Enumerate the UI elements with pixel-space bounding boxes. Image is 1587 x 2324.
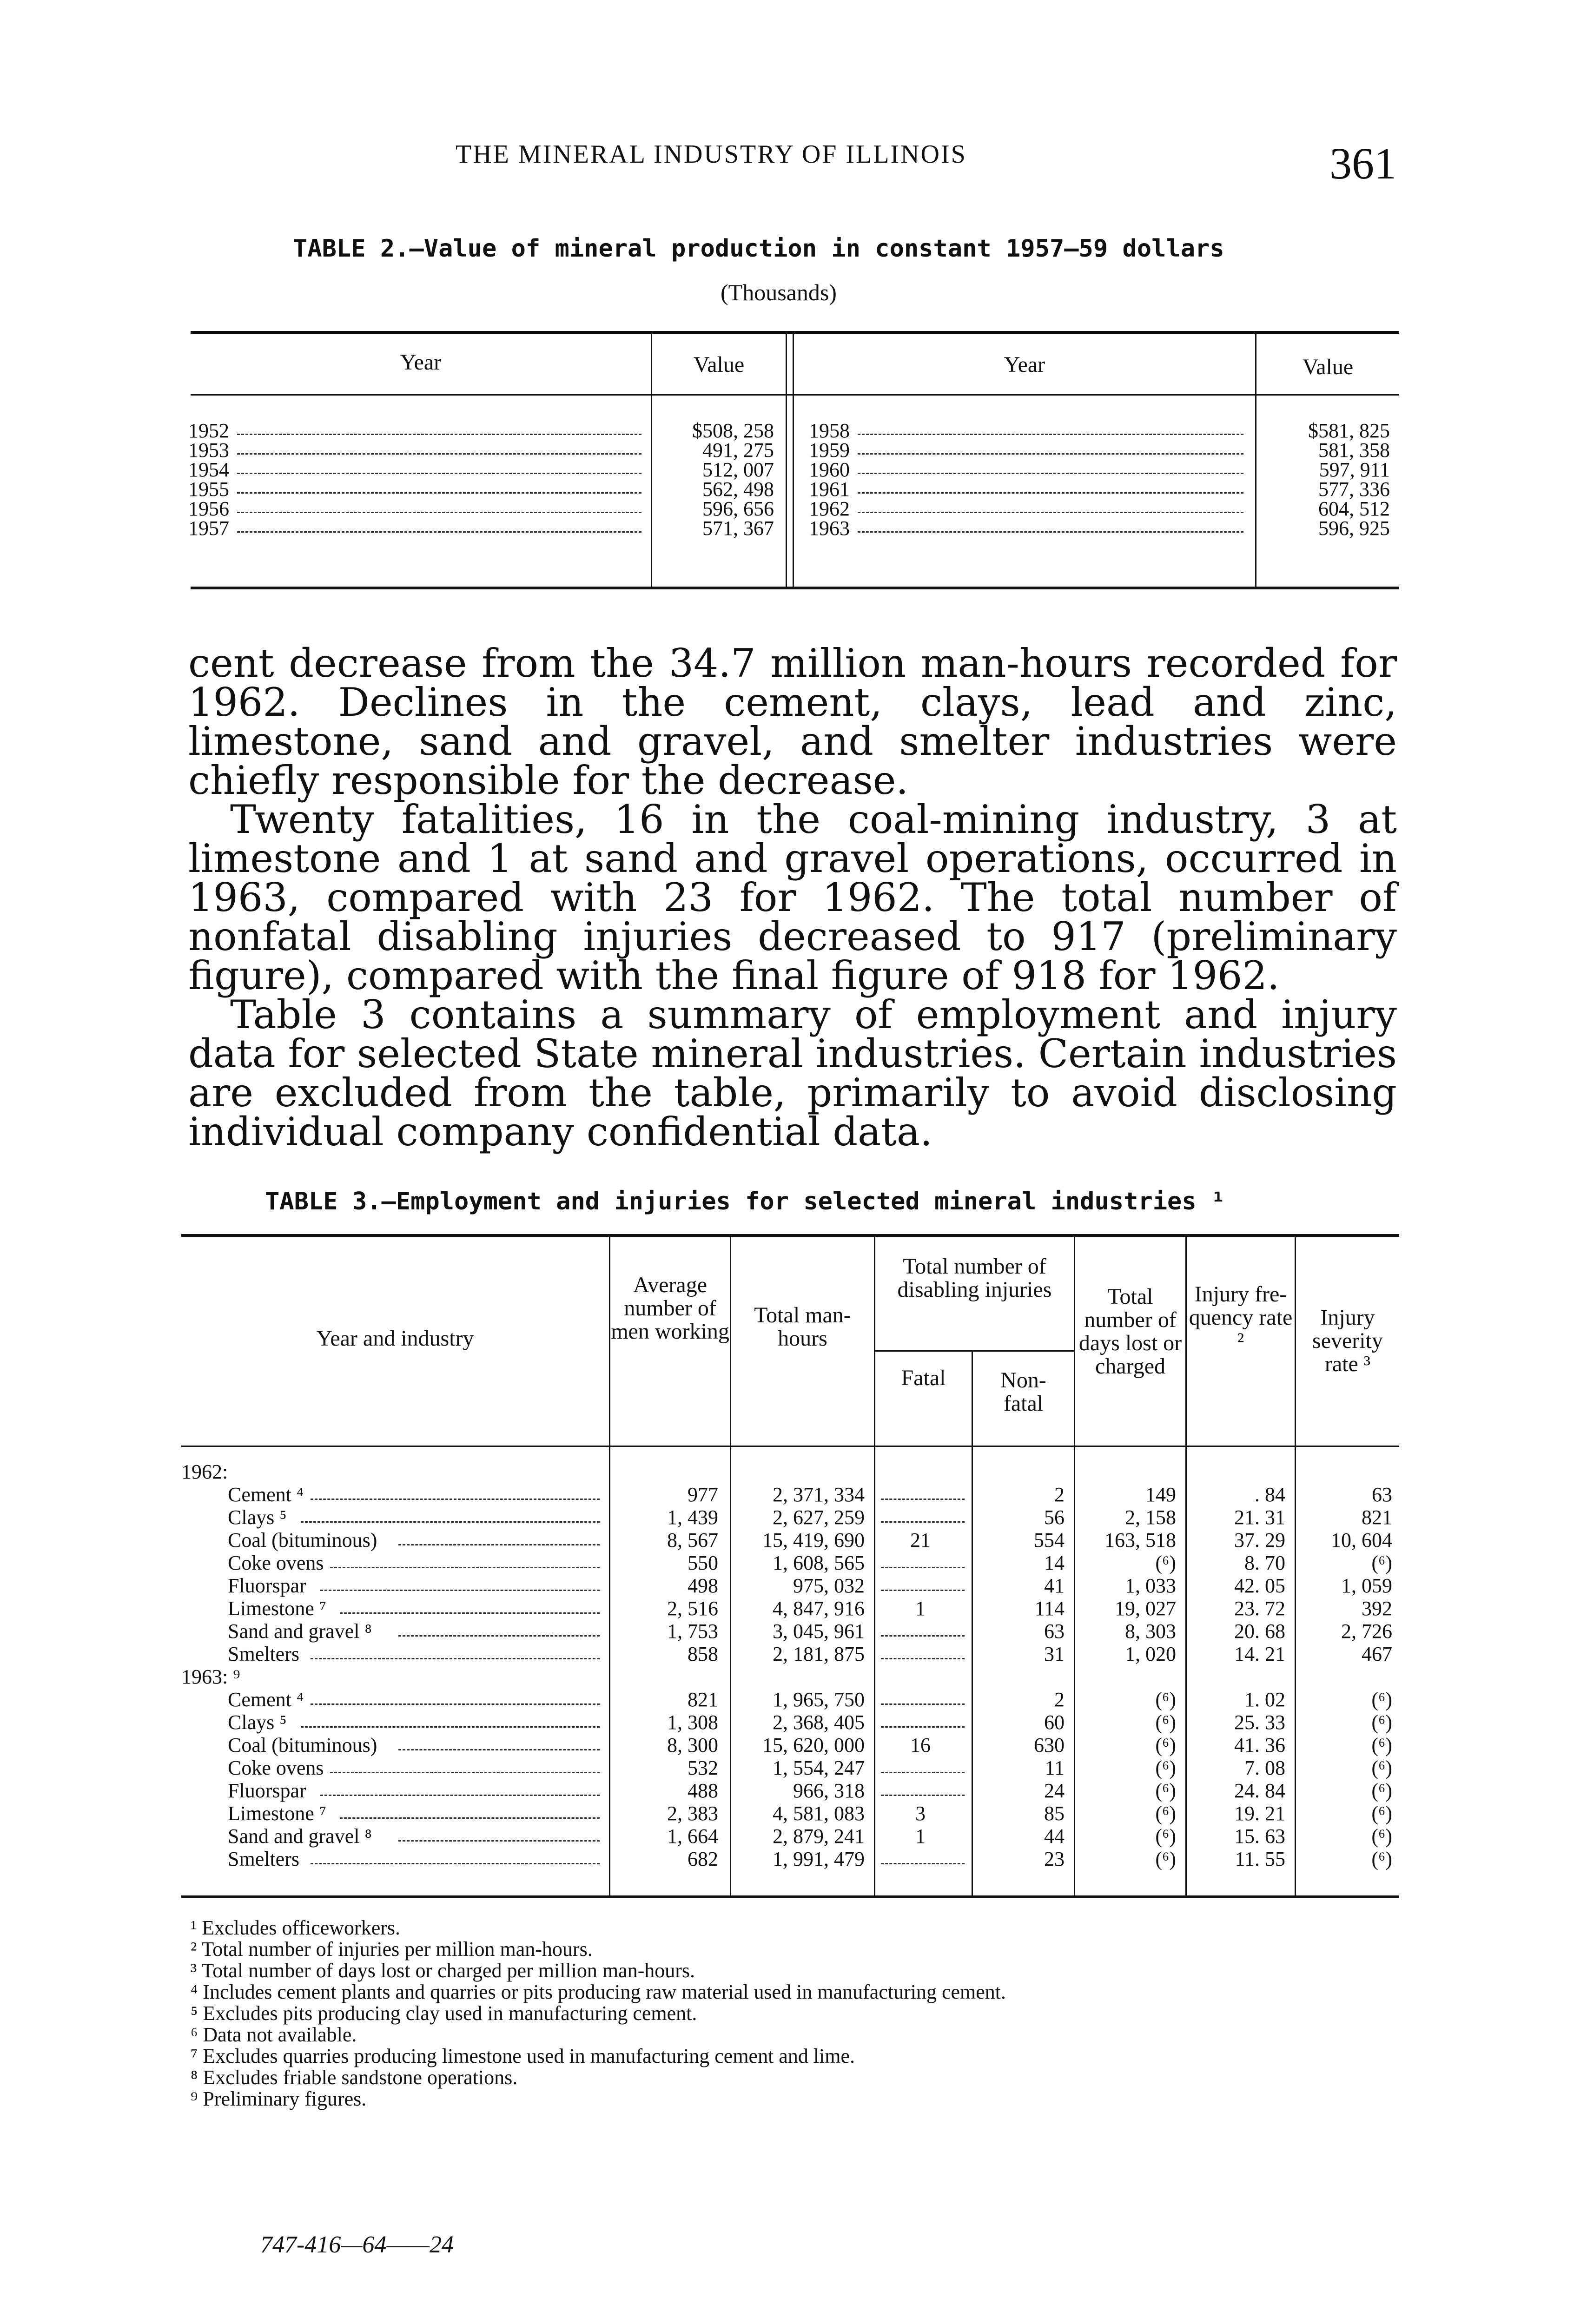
table3-days-lost: (⁶) xyxy=(1155,1756,1176,1779)
table2-bottom-rule xyxy=(191,587,1399,589)
table2-leader xyxy=(237,453,641,455)
table3-leader xyxy=(398,1749,600,1750)
table3-nonfatal: 554 xyxy=(1034,1529,1065,1552)
table2-leader xyxy=(237,434,641,435)
table2-header-rule xyxy=(191,394,1399,396)
table3-industry: Coal (bituminous) xyxy=(228,1734,377,1756)
table3-fatal-blank xyxy=(881,1863,965,1864)
table2-year: 1957 xyxy=(188,517,229,540)
table3-man-hours: 966, 318 xyxy=(793,1779,865,1802)
table3-leader xyxy=(330,1567,600,1568)
table3-frequency: 1. 02 xyxy=(1244,1688,1285,1711)
table2-year: 1961 xyxy=(809,478,850,501)
table3-nonfatal: 114 xyxy=(1034,1597,1065,1620)
table3-leader xyxy=(311,1863,600,1864)
table3-nonfatal: 2 xyxy=(1054,1688,1065,1711)
table3-leader xyxy=(320,1795,600,1796)
footnote: ⁵ Excludes pits producing clay used in manufacturing cement. xyxy=(191,2002,697,2025)
t3-header-severity: Injury severity rate ³ xyxy=(1312,1305,1383,1376)
table3-man-hours: 1, 554, 247 xyxy=(773,1756,865,1779)
footnote: ³ Total number of days lost or charged per million man-hours. xyxy=(191,1959,695,1982)
table3-nonfatal: 56 xyxy=(1044,1506,1065,1529)
table3-nonfatal: 41 xyxy=(1044,1574,1065,1597)
table3-top-rule xyxy=(181,1234,1399,1237)
table3-leader xyxy=(311,1499,600,1500)
table3-year-label: 1963: ⁹ xyxy=(181,1665,240,1688)
table3-men: 498 xyxy=(688,1574,718,1597)
table3-leader xyxy=(301,1521,600,1523)
table3-industry: Cement ⁴ xyxy=(228,1483,304,1506)
table3-nonfatal: 44 xyxy=(1044,1825,1065,1848)
table3-men: 821 xyxy=(688,1688,718,1711)
t3-header-frequency: Injury fre-quency rate ² xyxy=(1189,1282,1293,1353)
table3-fatal: 16 xyxy=(910,1734,931,1756)
table3-fatal: 3 xyxy=(915,1802,926,1825)
table2-value: 491, 275 xyxy=(702,439,774,462)
t3-header-disabling: Total number of disabling injuries xyxy=(897,1254,1052,1302)
table3-days-lost: 19, 027 xyxy=(1115,1597,1176,1620)
table3-frequency: 20. 68 xyxy=(1234,1620,1285,1643)
footnote: ⁶ Data not available. xyxy=(191,2023,357,2046)
table3-bottom-rule xyxy=(181,1895,1399,1898)
table3-frequency: . 84 xyxy=(1255,1483,1285,1506)
table3-man-hours: 1, 965, 750 xyxy=(773,1688,865,1711)
table3-days-lost: (⁶) xyxy=(1155,1688,1176,1711)
t3-header-year-industry: Year and industry xyxy=(316,1326,474,1351)
table3-days-lost: (⁶) xyxy=(1155,1779,1176,1802)
table3-nonfatal: 31 xyxy=(1044,1643,1065,1665)
table3-footnotes xyxy=(191,1917,1399,2110)
table3-men: 8, 567 xyxy=(667,1529,718,1552)
table3-industry: Fluorspar xyxy=(228,1574,306,1597)
page-number: 361 xyxy=(1329,139,1396,188)
table3-leader xyxy=(398,1635,600,1637)
table3-severity: (⁶) xyxy=(1371,1848,1392,1870)
table2-leader xyxy=(237,531,641,533)
paragraph: Table 3 contains a summary of employment and injury data for selected State mineral industries. Certain industries are excluded from the table, primarily to avoid disclosing individual company confidential data. xyxy=(188,992,1397,1155)
table2-year: 1954 xyxy=(188,458,229,481)
table3-fatal-blank xyxy=(881,1658,965,1659)
table3-leader xyxy=(398,1544,600,1545)
paragraph: Twenty fatalities, 16 in the coal-mining industry, 3 at limestone and 1 at sand and gravel operations, occurred in 1963, compared with 23 for 1962. The total number of nonfatal disabling injuries decreased to 917 (preliminary figure), compared with the final figure of 918 for 1962. xyxy=(188,797,1397,998)
table3-industry: Smelters xyxy=(228,1643,299,1665)
table3-severity: (⁶) xyxy=(1371,1756,1392,1779)
table3-nonfatal: 2 xyxy=(1054,1483,1065,1506)
table3-industry: Sand and gravel ⁸ xyxy=(228,1620,372,1643)
table3-nonfatal: 60 xyxy=(1044,1711,1065,1734)
table3-fatal-blank xyxy=(881,1567,965,1568)
table3-severity: (⁶) xyxy=(1371,1779,1392,1802)
table3-severity: 1, 059 xyxy=(1341,1574,1392,1597)
table3-leader xyxy=(311,1703,600,1705)
table3-men: 682 xyxy=(688,1848,718,1870)
table3-fatal-blank xyxy=(881,1635,965,1637)
table3-men: 858 xyxy=(688,1643,718,1665)
table3-men: 2, 516 xyxy=(667,1597,718,1620)
table2-header-year: Year xyxy=(400,350,442,375)
table2-vrule xyxy=(786,334,787,587)
table3-vrule xyxy=(874,1237,875,1895)
table3-fatal-blank xyxy=(881,1590,965,1591)
table3-severity: 63 xyxy=(1372,1483,1392,1506)
table3-industry: Smelters xyxy=(228,1848,299,1870)
table3-nonfatal: 14 xyxy=(1044,1552,1065,1574)
table3-industry: Cement ⁴ xyxy=(228,1688,304,1711)
table2-title: TABLE 2.—Value of mineral production in constant 1957–59 dollars xyxy=(293,235,1224,263)
table3-fatal-blank xyxy=(881,1499,965,1500)
table3-man-hours: 4, 847, 916 xyxy=(773,1597,865,1620)
table2-value: 596, 925 xyxy=(1318,517,1390,540)
t3-header-man-hours: Total man-hours xyxy=(754,1303,851,1351)
table3-industry: Coke ovens xyxy=(228,1552,324,1574)
table2-value: 562, 498 xyxy=(702,478,774,501)
table3-nonfatal: 11 xyxy=(1045,1756,1065,1779)
table3-vrule xyxy=(972,1350,973,1895)
table3-nonfatal: 63 xyxy=(1044,1620,1065,1643)
table3-man-hours: 975, 032 xyxy=(793,1574,865,1597)
table3-frequency: 42. 05 xyxy=(1234,1574,1285,1597)
table3-men: 2, 383 xyxy=(667,1802,718,1825)
table3-men: 1, 753 xyxy=(667,1620,718,1643)
table3-nonfatal: 23 xyxy=(1044,1848,1065,1870)
table3-severity: 821 xyxy=(1362,1506,1392,1529)
table3-men: 532 xyxy=(688,1756,718,1779)
table2-leader xyxy=(237,492,641,494)
table3-fatal-blank xyxy=(881,1772,965,1773)
table3-frequency: 23. 72 xyxy=(1234,1597,1285,1620)
table3-frequency: 21. 31 xyxy=(1234,1506,1285,1529)
table3-men: 488 xyxy=(688,1779,718,1802)
table3-man-hours: 1, 608, 565 xyxy=(773,1552,865,1574)
table2-subtitle: (Thousands) xyxy=(721,279,837,305)
table3-days-lost: 1, 033 xyxy=(1125,1574,1176,1597)
table2-value: 596, 656 xyxy=(702,497,774,520)
table3-fatal: 21 xyxy=(910,1529,931,1552)
table3-industry: Clays ⁵ xyxy=(228,1711,287,1734)
table3-severity: (⁶) xyxy=(1371,1802,1392,1825)
t3-header-nonfatal: Non-fatal xyxy=(1000,1368,1046,1416)
table2-leader xyxy=(858,512,1243,513)
table3-man-hours: 15, 620, 000 xyxy=(762,1734,865,1756)
table3-frequency: 14. 21 xyxy=(1234,1643,1285,1665)
table3-severity: (⁶) xyxy=(1371,1711,1392,1734)
table2-leader xyxy=(858,473,1243,474)
table3-fatal-blank xyxy=(881,1726,965,1728)
body-text xyxy=(188,640,1397,1155)
table3-men: 550 xyxy=(688,1552,718,1574)
table3-days-lost: 8, 303 xyxy=(1125,1620,1176,1643)
table3-man-hours: 15, 419, 690 xyxy=(762,1529,865,1552)
table3-fatal-blank xyxy=(881,1521,965,1523)
table3-man-hours: 2, 371, 334 xyxy=(773,1483,865,1506)
footnote: ⁸ Excludes friable sandstone operations. xyxy=(191,2066,518,2089)
table3-men: 1, 664 xyxy=(667,1825,718,1848)
table3-days-lost: (⁶) xyxy=(1155,1552,1176,1574)
table2-value: $508, 258 xyxy=(692,419,774,442)
table3-industry: Clays ⁵ xyxy=(228,1506,287,1529)
table3-severity: 392 xyxy=(1362,1597,1392,1620)
table2-year: 1963 xyxy=(809,517,850,540)
running-head: THE MINERAL INDUSTRY OF ILLINOIS xyxy=(456,140,967,169)
footnote: ⁴ Includes cement plants and quarries or pits producing raw material used in manufacturing cement. xyxy=(191,1981,1006,2003)
table2-year: 1959 xyxy=(809,439,850,462)
table2-value: 577, 336 xyxy=(1318,478,1390,501)
table3-header-rule xyxy=(181,1446,1399,1447)
table2-year: 1953 xyxy=(188,439,229,462)
table3-days-lost: (⁶) xyxy=(1155,1802,1176,1825)
table3-fatal-blank xyxy=(881,1703,965,1705)
table3-title: TABLE 3.—Employment and injuries for selected mineral industries ¹ xyxy=(265,1188,1226,1215)
table3-industry: Fluorspar xyxy=(228,1779,306,1802)
table3-frequency: 15. 63 xyxy=(1234,1825,1285,1848)
table2-year: 1962 xyxy=(809,497,850,520)
table3-man-hours: 4, 581, 083 xyxy=(773,1802,865,1825)
table3-fatal: 1 xyxy=(915,1825,926,1848)
table3-industry: Limestone ⁷ xyxy=(228,1597,327,1620)
table3-severity: (⁶) xyxy=(1371,1552,1392,1574)
table3-industry: Coal (bituminous) xyxy=(228,1529,377,1552)
table2-leader xyxy=(858,434,1243,435)
table3-frequency: 19. 21 xyxy=(1234,1802,1285,1825)
table3-men: 1, 308 xyxy=(667,1711,718,1734)
table3-frequency: 11. 55 xyxy=(1235,1848,1285,1870)
table3-leader xyxy=(320,1590,600,1591)
table3-days-lost: (⁶) xyxy=(1155,1825,1176,1848)
t3-header-avg-men: Average number of men working xyxy=(611,1273,729,1344)
table2-leader xyxy=(858,453,1243,455)
footnote: ¹ Excludes officeworkers. xyxy=(191,1916,400,1939)
table2-leader xyxy=(237,473,641,474)
table3-frequency: 8. 70 xyxy=(1244,1552,1285,1574)
table3-leader xyxy=(340,1612,600,1614)
table3-man-hours: 2, 879, 241 xyxy=(773,1825,865,1848)
table3-leader xyxy=(340,1817,600,1819)
table3-men: 1, 439 xyxy=(667,1506,718,1529)
table3-severity: 2, 726 xyxy=(1341,1620,1392,1643)
table3-industry: Coke ovens xyxy=(228,1756,324,1779)
footnote: ² Total number of injuries per million man-hours. xyxy=(191,1938,593,1961)
table3-nonfatal: 630 xyxy=(1034,1734,1065,1756)
table2-year: 1958 xyxy=(809,419,850,442)
table3-men: 8, 300 xyxy=(667,1734,718,1756)
table2-year: 1952 xyxy=(188,419,229,442)
table2-value: $581, 825 xyxy=(1308,419,1390,442)
table2-header-value: Value xyxy=(1302,355,1354,379)
table2-leader xyxy=(858,531,1243,533)
table3-days-lost: 1, 020 xyxy=(1125,1643,1176,1665)
table3-severity: 10, 604 xyxy=(1331,1529,1392,1552)
printer-code: 747-416—64——24 xyxy=(260,2232,454,2258)
footnote: ⁷ Excludes quarries producing limestone used in manufacturing cement and lime. xyxy=(191,2045,855,2067)
table3-days-lost: (⁶) xyxy=(1155,1711,1176,1734)
t3-header-fatal: Fatal xyxy=(901,1366,946,1390)
table3-subheader-rule xyxy=(875,1350,1074,1352)
table2-value: 604, 512 xyxy=(1318,497,1390,520)
table3-leader xyxy=(330,1772,600,1773)
table3-year-label: 1962: xyxy=(181,1460,228,1483)
table2-header-value: Value xyxy=(693,352,745,377)
table3-man-hours: 2, 627, 259 xyxy=(773,1506,865,1529)
table3-frequency: 24. 84 xyxy=(1234,1779,1285,1802)
table2-value: 597, 911 xyxy=(1319,458,1390,481)
footnote: ⁹ Preliminary figures. xyxy=(191,2087,367,2110)
table3-man-hours: 2, 181, 875 xyxy=(773,1643,865,1665)
table3-severity: (⁶) xyxy=(1371,1825,1392,1848)
table2-value: 512, 007 xyxy=(702,458,774,481)
table3-fatal: 1 xyxy=(915,1597,926,1620)
table3-severity: (⁶) xyxy=(1371,1688,1392,1711)
table3-frequency: 37. 29 xyxy=(1234,1529,1285,1552)
table3-leader xyxy=(398,1840,600,1842)
table3-frequency: 25. 33 xyxy=(1234,1711,1285,1734)
table3-men: 977 xyxy=(688,1483,718,1506)
table3-nonfatal: 85 xyxy=(1044,1802,1065,1825)
table2-year: 1956 xyxy=(188,497,229,520)
table3-frequency: 7. 08 xyxy=(1244,1756,1285,1779)
table3-frequency: 41. 36 xyxy=(1234,1734,1285,1756)
table3-industry: Sand and gravel ⁸ xyxy=(228,1825,372,1848)
table3-days-lost: (⁶) xyxy=(1155,1734,1176,1756)
table2-value: 581, 358 xyxy=(1318,439,1390,462)
table3-days-lost: (⁶) xyxy=(1155,1848,1176,1870)
paragraph: cent decrease from the 34.7 million man-hours recorded for 1962. Declines in the cement, clays, lead and zinc, limestone, sand and gravel, and smelter industries were chiefly responsible for the decrease. xyxy=(188,640,1397,803)
table3-leader xyxy=(311,1658,600,1659)
table3-man-hours: 1, 991, 479 xyxy=(773,1848,865,1870)
table2-leader xyxy=(237,512,641,513)
table2-top-rule xyxy=(191,331,1399,334)
table3-man-hours: 3, 045, 961 xyxy=(773,1620,865,1643)
table3-severity: (⁶) xyxy=(1371,1734,1392,1756)
table3-industry: Limestone ⁷ xyxy=(228,1802,327,1825)
table2-year: 1955 xyxy=(188,478,229,501)
table3-days-lost: 163, 518 xyxy=(1104,1529,1176,1552)
table2-leader xyxy=(858,492,1243,494)
table2-year: 1960 xyxy=(809,458,850,481)
table3-man-hours: 2, 368, 405 xyxy=(773,1711,865,1734)
table3-nonfatal: 24 xyxy=(1044,1779,1065,1802)
table2-header-year: Year xyxy=(1004,352,1045,377)
table3-severity: 467 xyxy=(1362,1643,1392,1665)
table3-leader xyxy=(301,1726,600,1728)
table3-fatal-blank xyxy=(881,1795,965,1796)
table2-value: 571, 367 xyxy=(702,517,774,540)
table3-days-lost: 2, 158 xyxy=(1125,1506,1176,1529)
table3-days-lost: 149 xyxy=(1145,1483,1176,1506)
t3-header-days-lost: Total number of days lost or charged xyxy=(1078,1284,1182,1379)
